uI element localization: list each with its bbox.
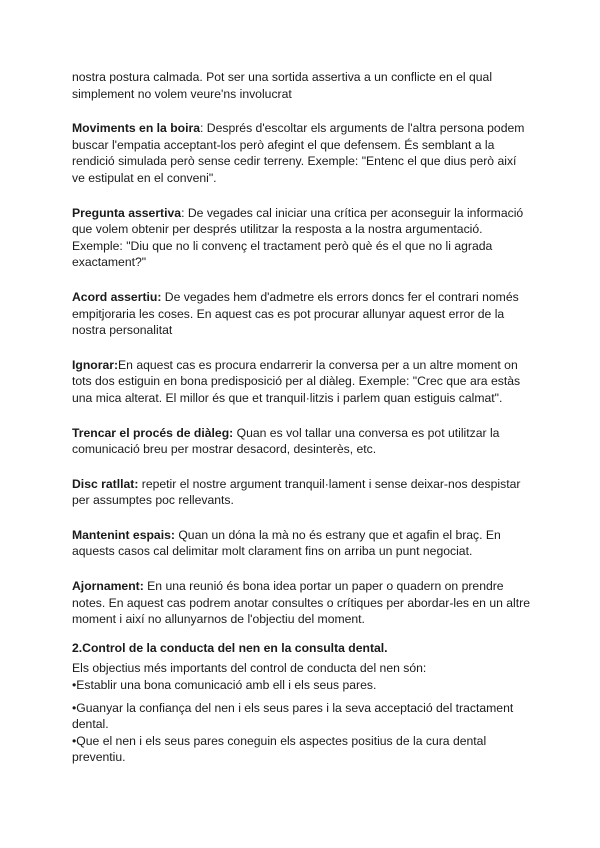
technique-acord-assertiu	[72, 289, 532, 339]
technique-term: Acord assertiu:	[72, 289, 162, 304]
technique-description: Després d'escoltar els arguments de l'altra persona podem buscar l'empatia acceptant-los però afegint el que defensem. És semblant a la rendició simulada però sense cedir terreny. Exemple: "Entenc el que dius però així ve estipulat en el conveni".	[72, 121, 525, 185]
technique-mantenint-espais	[72, 527, 532, 560]
technique-term: Trencar el procés de diàleg:	[72, 425, 234, 440]
technique-term: Ignorar:	[72, 357, 119, 372]
technique-term: Moviments en la boira	[72, 121, 200, 136]
technique-disc-ratllat	[72, 476, 532, 509]
term-separator: :	[200, 121, 207, 136]
technique-description: repetir el nostre argument tranquil·lament i sense deixar-nos despistar per assumptes poc rellevants.	[72, 476, 521, 508]
technique-moviments-en-la-boira	[72, 120, 532, 186]
technique-description: De vegades hem d'admetre els errors doncs fer el contrari només empitjoraria les coses. En aquest cas es pot procurar allunyar aquest error de la nostra personalitat	[72, 289, 519, 338]
technique-trencar-proces-dialeg	[72, 425, 532, 458]
bullet-item: •Que el nen i els seus pares coneguin els aspectes positius de la cura dental preventiu.	[72, 733, 487, 765]
term-separator: :	[181, 205, 188, 220]
document-body	[72, 69, 532, 766]
technique-description: Quan un dóna la mà no és estrany que et agafin el braç. En aquests casos cal delimitar molt clarament fins on arriba un punt negociat.	[72, 527, 501, 559]
technique-description: En aquest cas es procura endarrerir la conversa per a un altre moment on tots dos estiguin en bona predisposició per al diàleg. Exemple: "Crec que ara estàs una mica alterat. El millor és que et tranquil·litzis i parlem quan estiguis calmat".	[72, 357, 521, 405]
technique-description: De vegades cal iniciar una crítica per aconseguir la informació que volem obtenir per després utilitzar la resposta a la nostra argumentació. Exemple: "Diu que no li convenç el tractament però què és el que no li agrada exactament?"	[72, 205, 524, 270]
technique-term: Ajornament:	[72, 579, 144, 594]
technique-ignorar	[72, 357, 532, 407]
technique-term: Mantenint espais:	[72, 527, 175, 542]
intro-paragraph: nostra postura calmada. Pot ser una sortida assertiva a un conflicte en el qual simplement no volem veure'ns involucrat	[72, 70, 493, 101]
section-heading: 2.Control de la conducta del nen en la consulta dental.	[72, 640, 388, 655]
bullet-item: •Establir una bona comunicació amb ell i els seus pares.	[72, 678, 377, 693]
technique-pregunta-assertiva	[72, 205, 532, 271]
technique-term: Pregunta assertiva	[72, 205, 182, 220]
section-lead: Els objectius més importants del control de conducta del nen són:	[72, 661, 427, 676]
technique-term: Disc ratllat:	[72, 476, 139, 491]
bullet-item: •Guanyar la confiança del nen i els seus pares i la seva acceptació del tractament dental.	[72, 700, 514, 732]
technique-description: En una reunió és bona idea portar un paper o quadern on prendre notes. En aquest cas podrem anotar consultes o crítiques per abordar-les en un altre moment i així no allunyarnos de l'objectiu del moment.	[72, 579, 530, 627]
technique-ajornament	[72, 578, 532, 628]
technique-description: Quan es vol tallar una conversa es pot utilitzar la comunicació breu per mostrar desacord, desinterès, etc.	[72, 425, 500, 457]
